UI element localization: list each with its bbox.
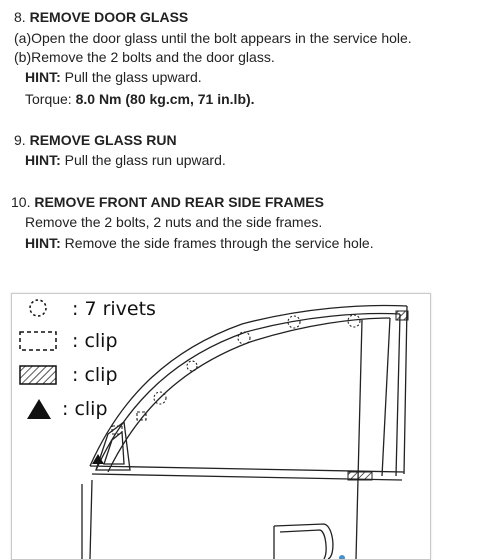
hint-label: HINT: (25, 69, 61, 85)
hint-text: Pull the glass upward. (64, 69, 202, 85)
step-10-hint (25, 234, 374, 252)
torque-label: Torque: (25, 91, 72, 107)
legend-label-rivets: : 7 rivets (72, 298, 156, 320)
torque-value: 8.0 Nm (80 kg.cm, 71 in.lb). (75, 91, 255, 107)
rivet-markers (154, 315, 360, 404)
hint-text: Remove the side frames through the service hole. (64, 235, 374, 251)
hint-text: Pull the glass run upward. (64, 152, 226, 168)
step-9-title: REMOVE GLASS RUN (29, 132, 177, 148)
step-8-hint (25, 68, 202, 86)
door-diagram-figure (11, 293, 431, 560)
hint-label: HINT: (25, 235, 61, 251)
step-9-hint (25, 151, 226, 169)
step-10-heading (11, 193, 324, 211)
step-8-number: 8. (14, 9, 26, 25)
step-10-title: REMOVE FRONT AND REAR SIDE FRAMES (34, 194, 324, 210)
indicator-dot (339, 555, 345, 559)
legend-label-clip-hatched: : clip (72, 364, 118, 386)
door-diagram (12, 294, 430, 559)
filled-triangle-icon (27, 399, 51, 419)
step-9-number: 9. (14, 132, 26, 148)
legend-label-clip-dashed: : clip (72, 330, 118, 352)
step-8-line-a: (a)Open the door glass until the bolt appears in the service hole. (14, 30, 412, 46)
step-8-title: REMOVE DOOR GLASS (29, 9, 189, 25)
clip-marker (348, 472, 372, 480)
step-8-line-b: (b)Remove the 2 bolts and the door glass. (14, 49, 275, 65)
step-10-text: Remove the 2 bolts, 2 nuts and the side frames. (25, 214, 323, 230)
dotted-circle-icon (30, 300, 46, 316)
step-10-number: 10. (11, 194, 31, 210)
legend-label-clip-triangle: : clip (62, 398, 108, 420)
hint-label: HINT: (25, 152, 61, 168)
clip-marker (396, 311, 408, 320)
step-8-heading (14, 8, 188, 26)
step-8-torque (25, 90, 255, 108)
hatched-rectangle-icon (20, 366, 56, 384)
legend (20, 298, 156, 420)
dashed-rectangle-icon (20, 332, 56, 350)
step-9-heading (14, 131, 177, 149)
